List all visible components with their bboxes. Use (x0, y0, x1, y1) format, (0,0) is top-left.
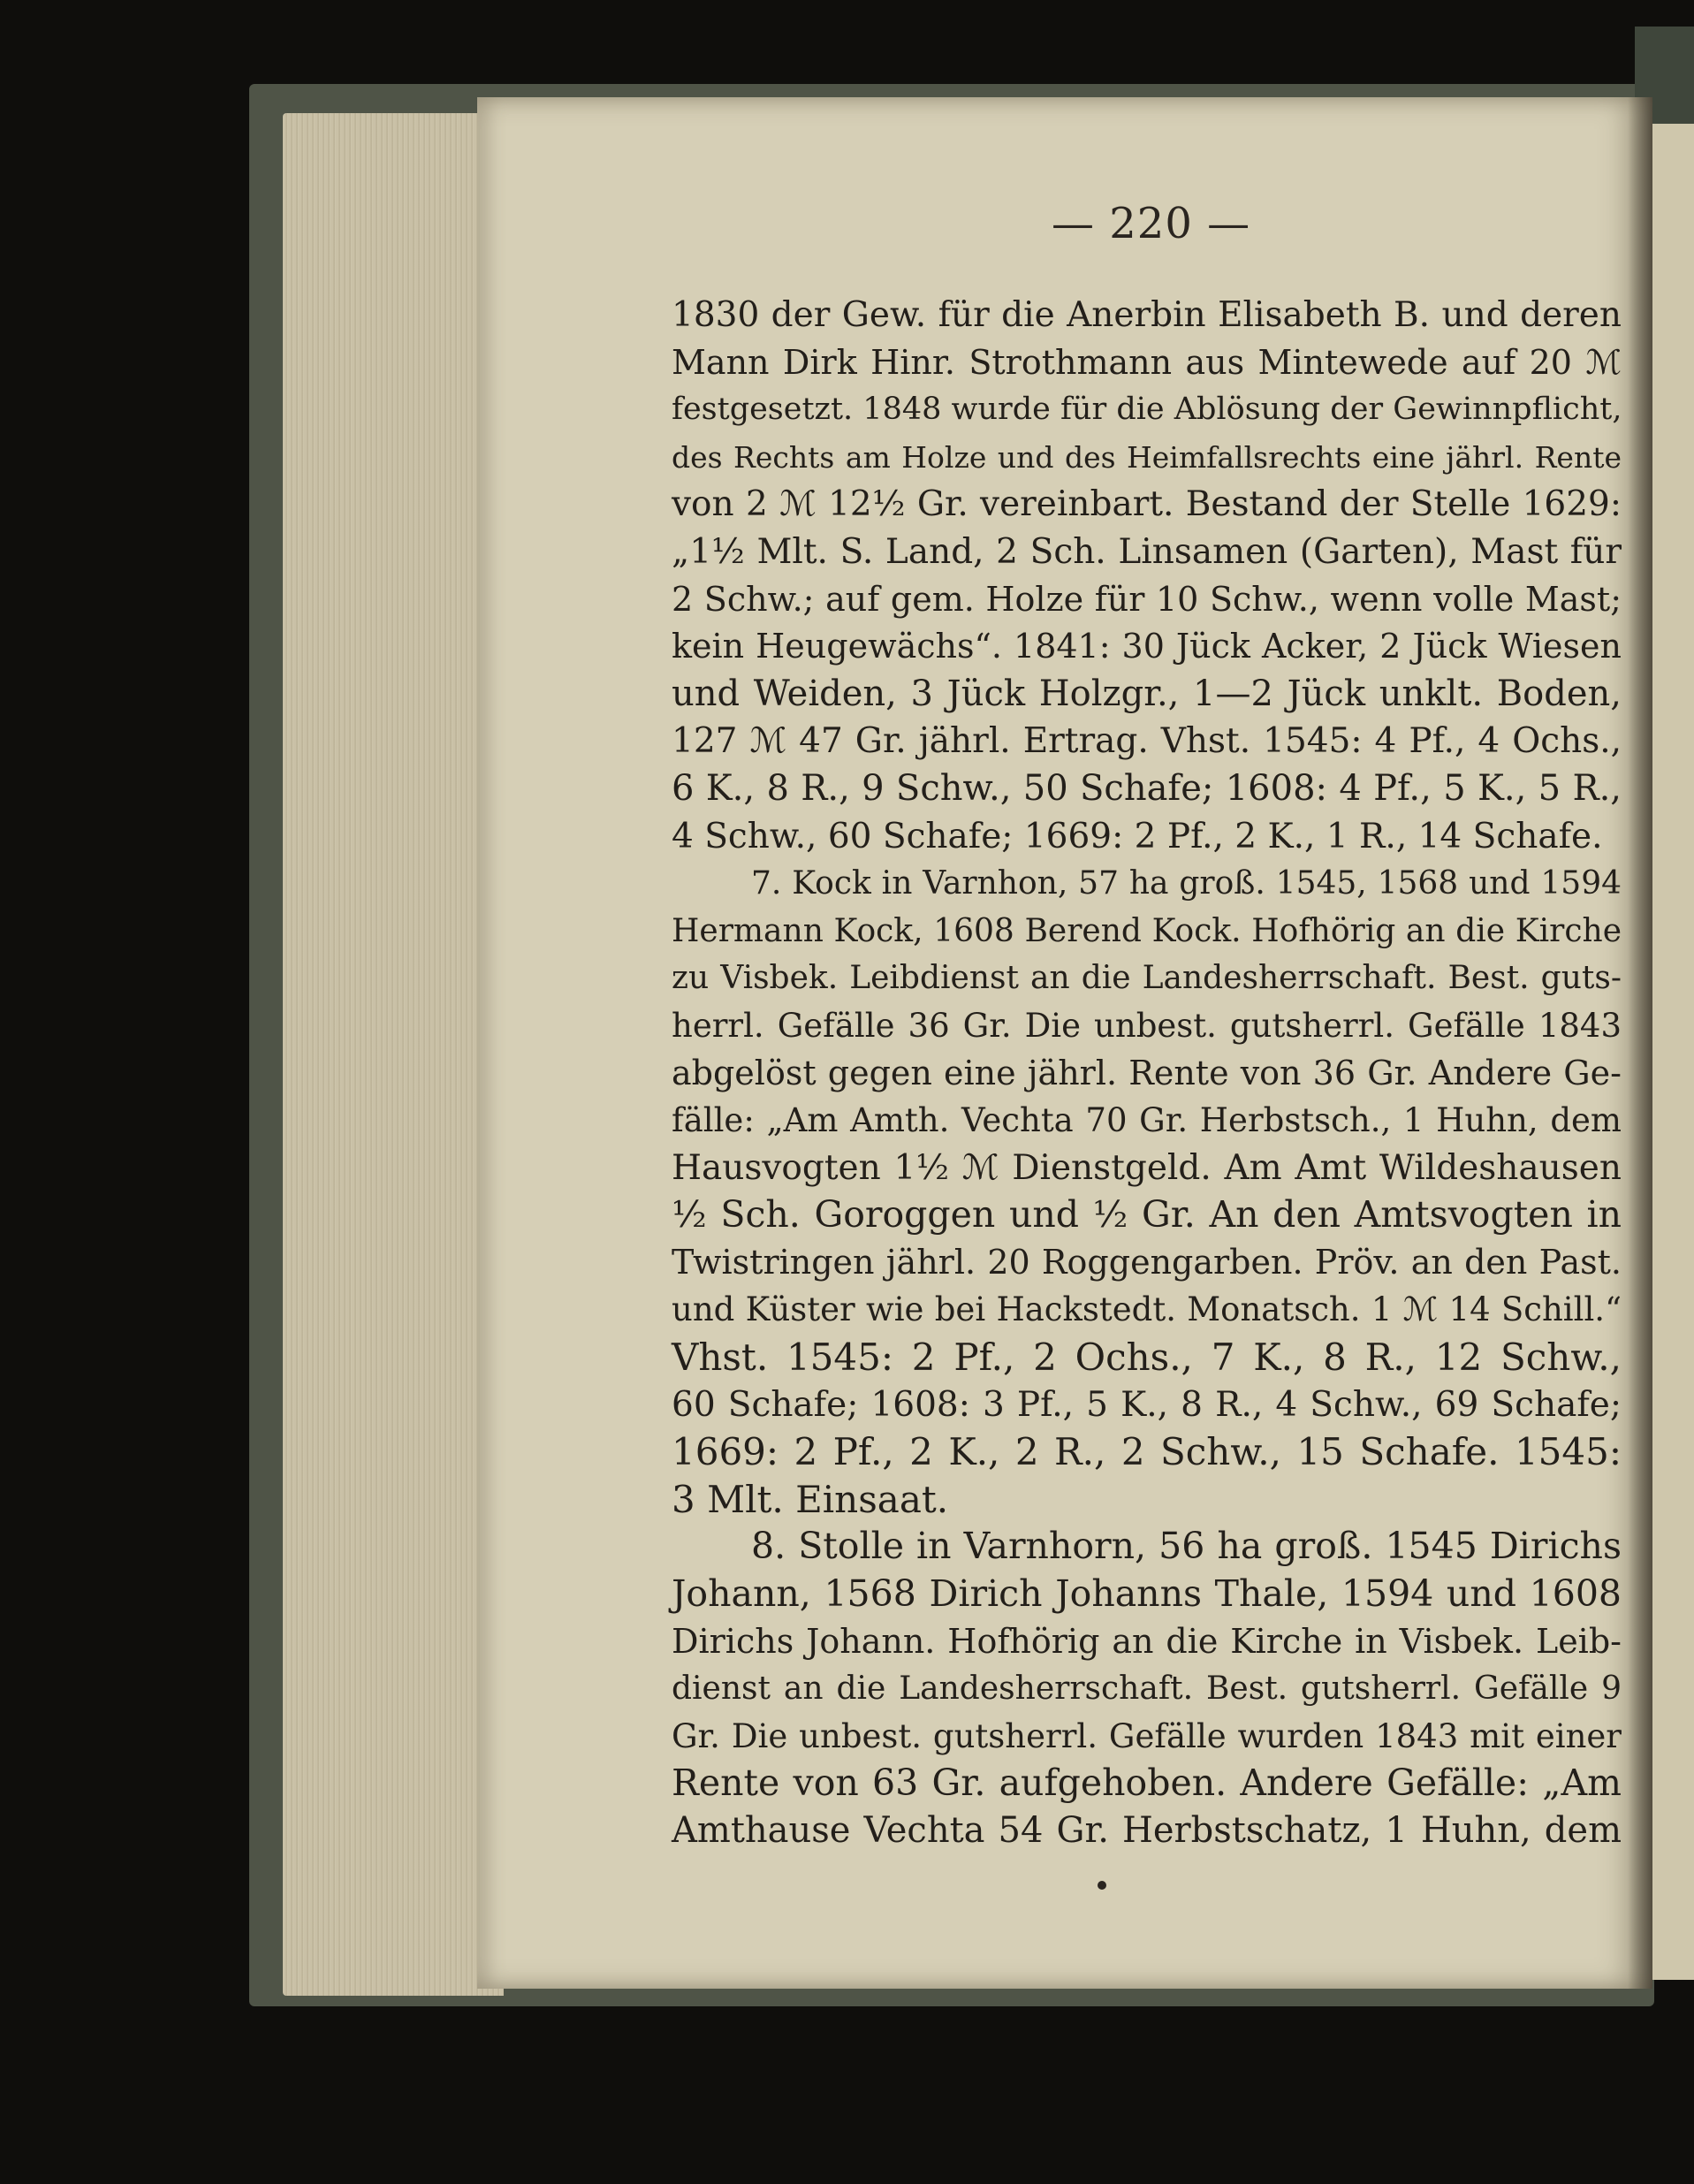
page-number: — 220 — (1052, 199, 1251, 248)
text-line: von 2 ℳ 12½ Gr. vereinbart. Bestand der Stelle 1629: (672, 484, 1622, 525)
text-line: 1830 der Gew. für die Anerbin Elisabeth B. und deren (672, 295, 1622, 335)
text-line: „1½ Mlt. S. Land, 2 Sch. Linsamen (Garten), Mast für (672, 531, 1622, 572)
text-line: 6 K., 8 R., 9 Schw., 50 Schafe; 1608: 4 Pf., 5 K., 5 R., (672, 767, 1622, 809)
text-line: 7. Kock in Varnhon, 57 ha groß. 1545, 1568 und 1594 (751, 865, 1622, 902)
text-line: festgesetzt. 1848 wurde für die Ablösung der Gewinnpflicht, (672, 392, 1622, 428)
text-line: ½ Sch. Goroggen und ½ Gr. An den Amtsvogten in (672, 1193, 1622, 1237)
text-line: Amthause Vechta 54 Gr. Herbstschatz, 1 Huhn, dem (672, 1810, 1622, 1851)
text-line: 8. Stolle in Varnhorn, 56 ha groß. 1545 Dirichs (751, 1525, 1622, 1568)
page-stack-edges (283, 113, 504, 1996)
text-line: Johann, 1568 Dirich Johanns Thale, 1594 und 1608 (672, 1572, 1622, 1616)
text-line: fälle: „Am Amth. Vechta 70 Gr. Herbstsch., 1 Huhn, dem (672, 1101, 1622, 1140)
text-line: 1669: 2 Pf., 2 K., 2 R., 2 Schw., 15 Schafe. 1545: (672, 1430, 1622, 1474)
text-line: Hausvogten 1½ ℳ Dienstgeld. Am Amt Wildeshausen (672, 1147, 1622, 1188)
text-line: Hermann Kock, 1608 Berend Kock. Hofhörig an die Kirche (672, 912, 1622, 949)
text-line: 127 ℳ 47 Gr. jährl. Ertrag. Vhst. 1545: 4 Pf., 4 Ochs., (672, 721, 1622, 762)
text-line: und Weiden, 3 Jück Holzgr., 1—2 Jück unklt. Boden, (672, 673, 1622, 714)
text-line: 4 Schw., 60 Schafe; 1669: 2 Pf., 2 K., 1 R., 14 Schafe. (672, 816, 1603, 856)
text-line: und Küster wie bei Hackstedt. Monatsch. 1 ℳ 14 Schill.“ (672, 1290, 1622, 1329)
page-gutter (1628, 97, 1652, 1989)
text-line: Dirichs Johann. Hofhörig an die Kirche in Visbek. Leib- (672, 1621, 1622, 1661)
text-line: herrl. Gefälle 36 Gr. Die unbest. gutsherrl. Gefälle 1843 (672, 1006, 1622, 1045)
text-line: 3 Mlt. Einsaat. (672, 1477, 949, 1521)
body-text (672, 292, 1622, 1855)
text-line: Rente von 63 Gr. aufgehoben. Andere Gefälle: „Am (672, 1762, 1622, 1805)
text-line: abgelöst gegen eine jährl. Rente von 36 Gr. Andere Ge- (672, 1053, 1622, 1092)
text-line: dienst an die Landesherrschaft. Best. gutsherrl. Gefälle 9 (672, 1670, 1622, 1708)
text-line: des Rechts am Holze und des Heimfallsrechts eine jährl. Rente (672, 439, 1622, 475)
text-line: Gr. Die unbest. gutsherrl. Gefälle wurden 1843 mit einer (672, 1716, 1622, 1755)
text-line: zu Visbek. Leibdienst an die Landesherrschaft. Best. guts- (672, 960, 1622, 997)
text-line: Mann Dirk Hinr. Strothmann aus Mintewede auf 20 ℳ (672, 342, 1622, 382)
text-line: Vhst. 1545: 2 Pf., 2 Ochs., 7 K., 8 R., 12 Schw., (672, 1336, 1622, 1380)
text-line: 2 Schw.; auf gem. Holze für 10 Schw., wenn volle Mast; (672, 579, 1622, 619)
ink-dot (1098, 1881, 1106, 1890)
facing-page-edge (1652, 124, 1694, 1980)
text-line: Twistringen jährl. 20 Roggengarben. Pröv. an den Past. (672, 1242, 1622, 1282)
text-line: 60 Schafe; 1608: 3 Pf., 5 K., 8 R., 4 Schw., 69 Schafe; (672, 1384, 1622, 1425)
text-line: kein Heugewächs“. 1841: 30 Jück Acker, 2 Jück Wiesen (672, 627, 1622, 666)
